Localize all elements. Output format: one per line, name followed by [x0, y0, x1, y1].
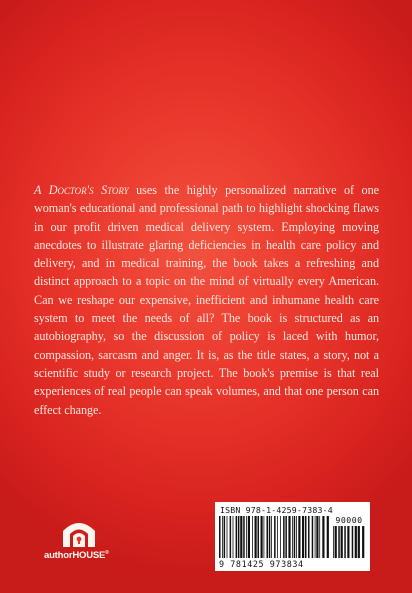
barcode-bar — [296, 516, 297, 558]
barcode-bar — [338, 526, 340, 558]
barcode-bar — [312, 516, 314, 558]
barcode-bar — [248, 516, 250, 558]
barcode-bar — [227, 516, 228, 558]
barcode-bar — [258, 516, 260, 558]
barcode-bar — [233, 516, 234, 558]
barcode-bar — [335, 526, 337, 558]
back-cover-blurb — [34, 181, 379, 419]
barcode-bar — [280, 516, 281, 558]
barcode-bar — [269, 516, 271, 558]
barcode-bar — [277, 516, 278, 558]
isbn-barcode — [215, 502, 370, 571]
barcode-bar — [274, 516, 276, 558]
barcode-bar — [347, 526, 349, 558]
barcode-bar — [362, 526, 364, 558]
barcode-bar — [240, 516, 242, 558]
barcode-bar — [315, 516, 316, 558]
barcode-bar — [243, 516, 245, 558]
barcode-bar — [236, 516, 238, 558]
barcode-bar — [288, 516, 290, 558]
barcode-bar — [292, 516, 293, 558]
barcode-bar — [308, 516, 310, 558]
barcode-bar — [319, 516, 320, 558]
ean-barcode-bars — [219, 516, 331, 558]
house-arch-logo-icon — [59, 517, 99, 549]
barcode-bar — [344, 526, 346, 558]
barcode-bar — [219, 516, 221, 558]
barcode-bar — [230, 516, 232, 558]
barcode-bar — [238, 516, 240, 558]
barcode-bar — [298, 516, 300, 558]
barcode-bar — [224, 516, 226, 558]
publisher-name: authorHOUSE® — [44, 550, 109, 562]
isbn-label: ISBN 978-1-4259-7383-4 — [220, 505, 333, 515]
barcode-bar — [355, 526, 357, 558]
barcode-bar — [283, 516, 285, 558]
barcode-bar — [341, 526, 343, 558]
barcode-bar — [271, 516, 272, 558]
barcode-bar — [246, 516, 247, 558]
barcode-bar — [294, 516, 296, 558]
barcode-bar — [316, 516, 318, 558]
barcode-bar — [302, 516, 304, 558]
publisher-logo — [44, 517, 114, 562]
addon-barcode-bars — [333, 526, 365, 558]
barcode-bar — [322, 516, 324, 558]
barcode-bar — [222, 516, 223, 558]
barcode-bar — [305, 516, 307, 558]
barcode-bar — [255, 516, 257, 558]
barcode-bar — [333, 526, 334, 558]
barcode-bar — [252, 516, 253, 558]
blurb-body: uses the highly personalized narrative of one woman's educational and professional path to highlight shocking flaws in our profit driven medical delivery system. Employing moving anecdotes to illustrate glaring deficiencies in health care policy and delivery, and in medical training, the book takes a refreshing and distinct approach to a topic on the mind of virtually every American. Can we reshape our expensive, inefficient and inhumane health care system to meet the needs of all? The book is structured as an autobiography, so the discussion of policy is laced with humor, compassion, sarcasm and anger. It is, as the title states, a story, not a scientific study or research project. The book's premise is that real experiences of real people can speak volumes, and that one person can effect change. — [34, 183, 379, 417]
barcode-bar — [264, 516, 265, 558]
book-title: A Doctor's Story — [34, 183, 129, 197]
barcode-bar — [327, 516, 329, 558]
barcode-bar — [285, 516, 287, 558]
barcode-bar — [352, 526, 354, 558]
ean-number: 9 781425 973834 — [219, 559, 304, 569]
addon-number: 90000 — [335, 515, 363, 525]
barcode-bar — [267, 516, 269, 558]
barcode-bar — [261, 516, 263, 558]
barcode-bar — [358, 526, 360, 558]
